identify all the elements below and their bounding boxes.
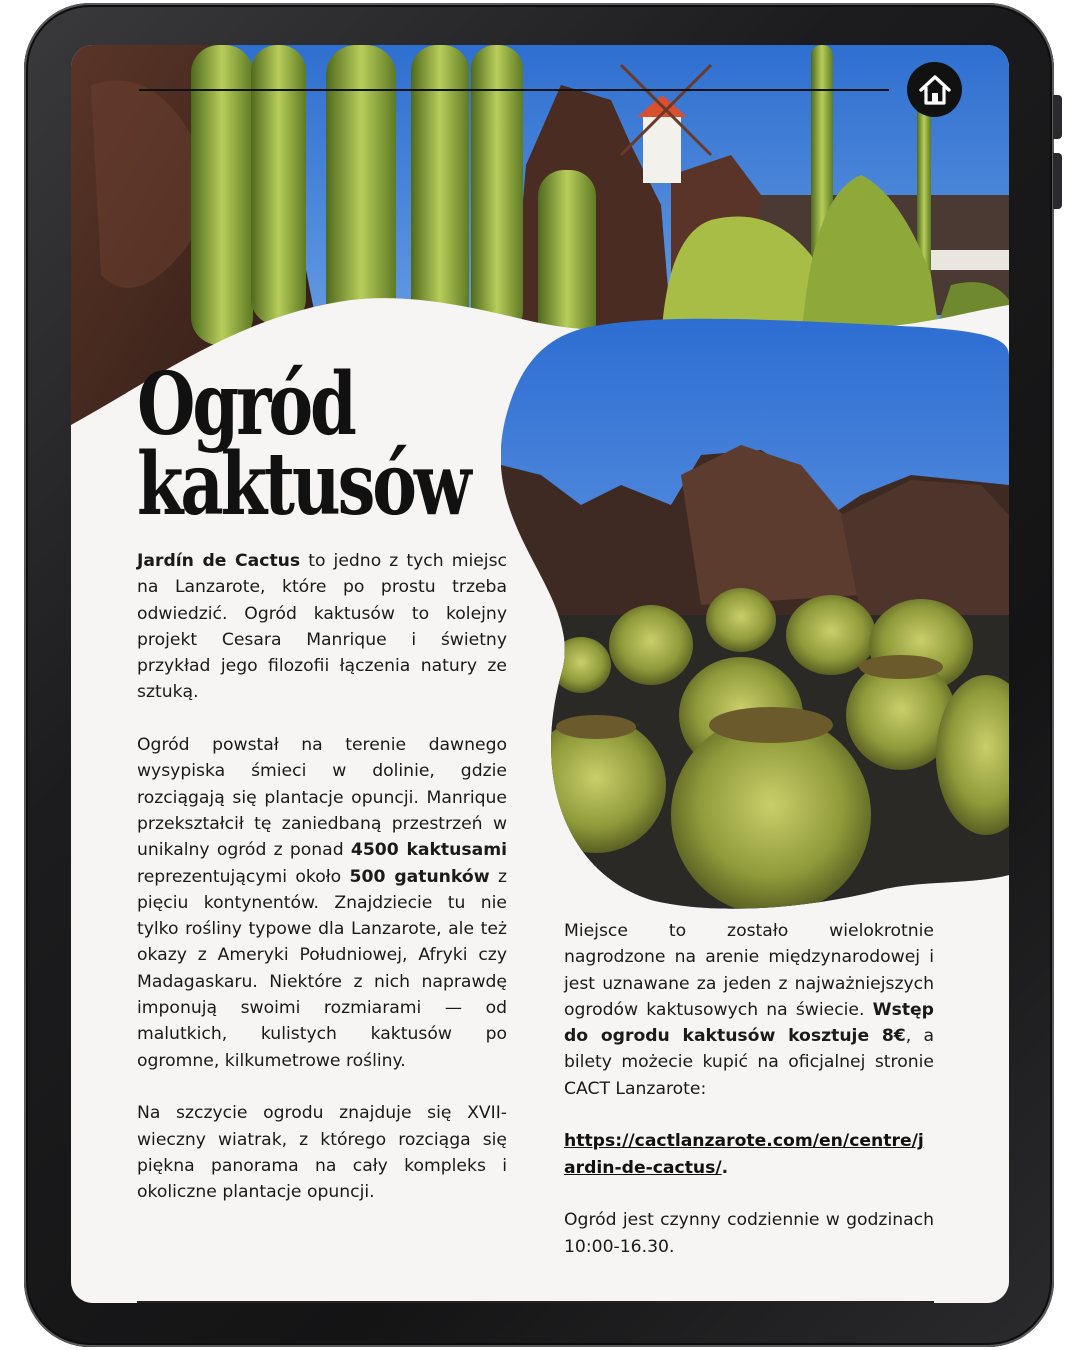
volume-up-button (1053, 95, 1062, 139)
cactus-count: 4500 kaktusami (350, 840, 507, 861)
intro-paragraph (137, 548, 507, 706)
tickets-text-a: Miejsce to zostało wielokrotnie nagrodzone na arenie międzynarodowej i jest uznawane za jeden z najważniejszych ogrodów kaktusowych na świecie. (564, 921, 934, 1020)
history-text-a: Ogród powstał na terenie dawnego wysypiska śmieci w dolinie, gdzie rozciągają się plantacje opuncji. Manrique przekształcił tę zaniedbaną przestrzeń w unikalny ogród z ponad (137, 735, 507, 861)
windmill-paragraph: Na szczycie ogrodu znajduje się XVII-wieczny wiatrak, z którego rozciąga się piękna panorama na cały kompleks i okoliczne plantacje opuncji. (137, 1103, 507, 1203)
title-line-2: kaktusów (137, 434, 469, 535)
home-icon (917, 72, 953, 108)
page-title (137, 354, 469, 535)
link-paragraph (564, 1128, 934, 1181)
garden-name: Jardín de Cactus (137, 551, 301, 571)
volume-down-button (1053, 153, 1062, 209)
tickets-text-c: , a bilety możecie kupić na oficjalnej stronie CACT Lanzarote: (564, 1026, 934, 1099)
history-text-c: reprezentującymi około (137, 866, 350, 887)
species-count: 500 gatunków (349, 866, 490, 887)
opening-hours-paragraph: Ogród jest czynny codziennie w godzinach 10:00-16.30. (564, 1210, 934, 1257)
history-paragraph (137, 732, 507, 1074)
home-button[interactable] (907, 62, 962, 117)
official-site-link[interactable]: https://cactlanzarote.com/en/centre/jardin-de-cactus/ (564, 1131, 924, 1178)
right-text-column (564, 918, 934, 1286)
intro-text: to jedno z tych miejsc na Lanzarote, które po prostu trzeba odwiedzić. Ogród kaktusów to kolejny projekt Cesara Manrique i świetny przykład jego filozofii łączenia natury ze sztuką. (137, 551, 507, 703)
bottom-divider-line (137, 1301, 934, 1303)
tickets-paragraph (564, 918, 934, 1102)
history-text-e: z pięciu kontynentów. Znajdziecie tu nie tylko rośliny typowe dla Lanzarote, ale też okazy z Ameryki Południowej, Afryki czy Madagaskaru. Niektóre z nich naprawdę imponują swoimi rozmiarami — od malutkich, kulistych kaktusów po ogromne, kilkumetrowe rośliny. (137, 866, 507, 1071)
ticket-price: Wstęp do ogrodu kaktusów kosztuje 8€ (564, 999, 934, 1047)
cactus-garden-photo (501, 315, 1009, 915)
title-line-1: Ogród (137, 354, 354, 455)
tablet-screen (71, 45, 1009, 1303)
link-dot: . (721, 1157, 729, 1178)
left-text-column (137, 548, 507, 1232)
